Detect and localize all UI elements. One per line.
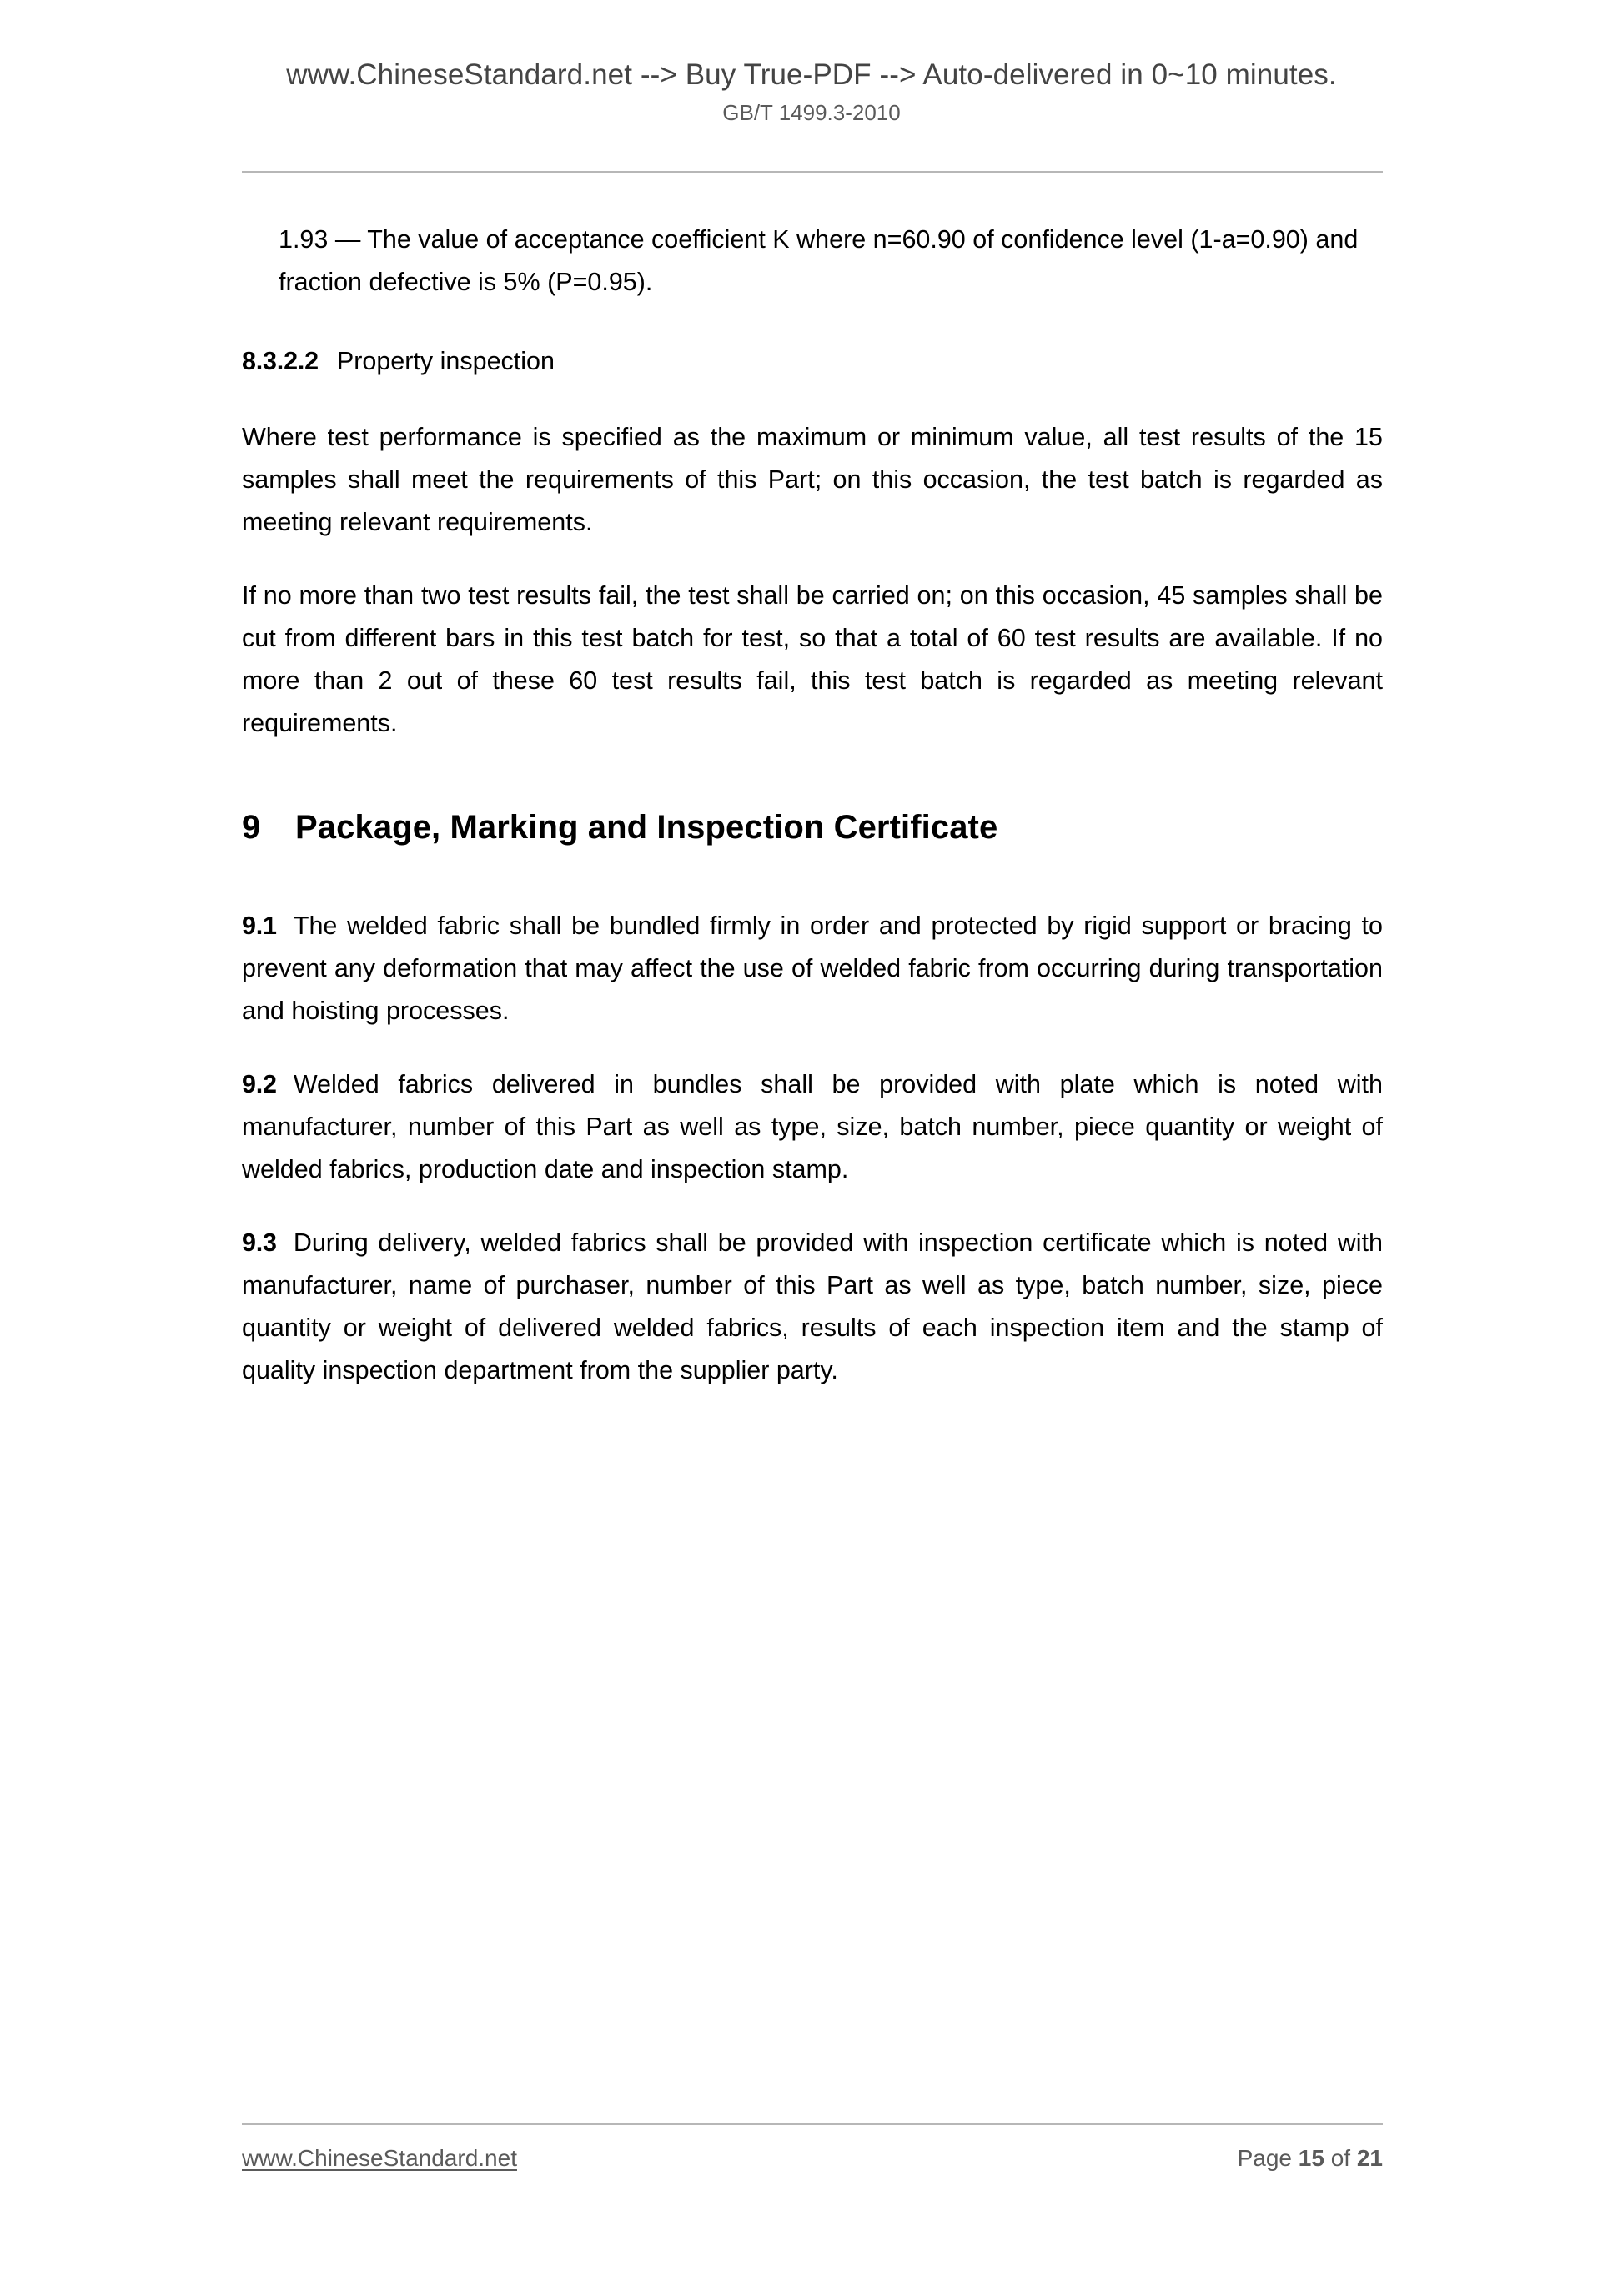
current-page-number: 15 bbox=[1298, 2145, 1324, 2171]
header-divider bbox=[242, 171, 1383, 173]
clause-number-9: 9 bbox=[242, 809, 261, 846]
clause-title-8-3-2-2: Property inspection bbox=[336, 347, 555, 375]
clause-heading-9 bbox=[242, 805, 1383, 850]
promo-banner-text: www.ChineseStandard.net --> Buy True-PDF --> Auto-delivered in 0~10 minutes. bbox=[286, 58, 1337, 91]
standard-number-header: GB/T 1499.3-2010 bbox=[722, 99, 901, 125]
total-page-count: 21 bbox=[1356, 2145, 1383, 2171]
document-body bbox=[242, 219, 1383, 1392]
paragraph-property-inspection-1: Where test performance is specified as the maximum or minimum value, all test results of the 15 samples shall meet the requirements of this Part; on this occasion, the test batch is regarded as meeting relevant requirements. bbox=[242, 423, 1383, 536]
page-number-indicator bbox=[1238, 2145, 1383, 2172]
clause-text-9-2: Welded fabrics delivered in bundles shall be provided with plate which is noted with manufacturer, number of this Part as well as type, size, batch number, piece quantity or weight of welded fabrics, production date and inspection stamp. bbox=[242, 1070, 1383, 1183]
paragraph-clause-9-2 bbox=[242, 1063, 1383, 1191]
page-label: Page bbox=[1237, 2145, 1292, 2171]
paragraph-clause-9-1 bbox=[242, 905, 1383, 1032]
clause-text-9-3: During delivery, welded fabrics shall be provided with inspection certificate which is noted with manufacturer, name of purchaser, number of this Part as well as type, batch number, size, piece quantity or weight of delivered welded fabrics, results of each inspection item and the stamp of quality inspection department from the supplier party. bbox=[242, 1228, 1383, 1384]
page-footer bbox=[242, 2145, 1383, 2172]
clause-heading-8-3-2-2 bbox=[242, 340, 1383, 383]
footer-website-link[interactable]: www.ChineseStandard.net bbox=[242, 2145, 517, 2171]
clause-title-9: Package, Marking and Inspection Certificate bbox=[295, 809, 998, 846]
paragraph-clause-9-3 bbox=[242, 1222, 1383, 1392]
footer-divider bbox=[242, 2123, 1383, 2125]
page-header bbox=[0, 57, 1623, 126]
paragraph-property-inspection-2: If no more than two test results fail, the test shall be carried on; on this occasion, 45 samples shall be cut from different bars in this test batch for test, so that a total of 60 test results are available. If no more than 2 out of these 60 test results fail, this test batch is regarded as meeting relevant requirements. bbox=[242, 581, 1383, 737]
clause-number-8-3-2-2: 8.3.2.2 bbox=[242, 347, 319, 375]
clause-number-9-3: 9.3 bbox=[242, 1228, 277, 1257]
clause-number-9-1: 9.1 bbox=[242, 912, 277, 940]
clause-number-9-2: 9.2 bbox=[242, 1070, 277, 1098]
of-label: of bbox=[1330, 2145, 1351, 2171]
clause-text-9-1: The welded fabric shall be bundled firmly in order and protected by rigid support or bracing to prevent any deformation that may affect the use of welded fabric from occurring during transportation and hoisting processes. bbox=[242, 912, 1383, 1025]
acceptance-coefficient-note: 1.93 — The value of acceptance coefficient K where n=60.90 of confidence level (1-a=0.90) and fraction defective is 5% (P=0.95). bbox=[279, 225, 1359, 296]
